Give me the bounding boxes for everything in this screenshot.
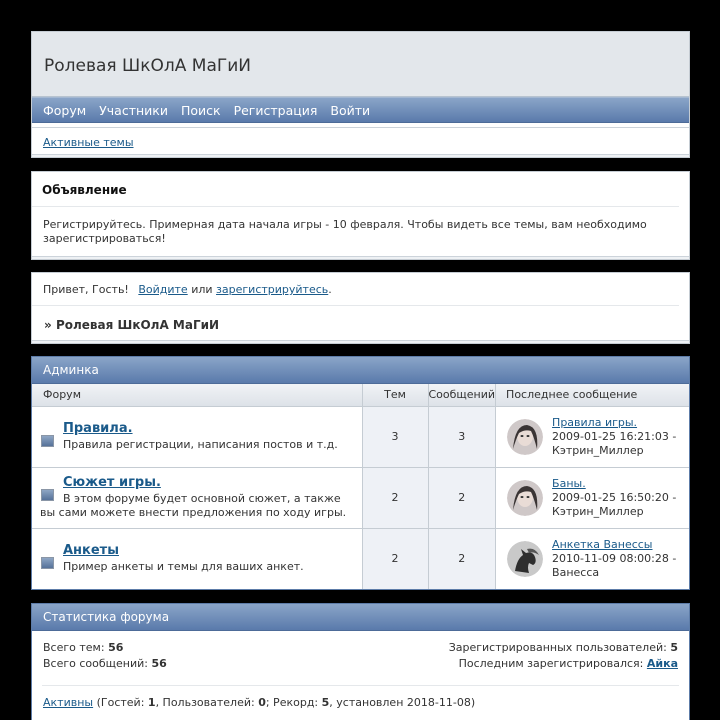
- nav-login[interactable]: Войти: [330, 103, 371, 118]
- stats-left: [43, 640, 167, 672]
- guests-value: 1: [147, 696, 156, 709]
- table-row: [32, 467, 689, 528]
- post-count: 2: [428, 528, 496, 589]
- active-topics-link[interactable]: Активные темы: [43, 136, 134, 149]
- last-post-date: 2009-01-25 16:21:03 -: [552, 429, 677, 443]
- registered-label: Зарегистрированных пользователей:: [448, 641, 667, 654]
- forum-table-header: [32, 384, 689, 406]
- forum-link-profiles[interactable]: Анкеты: [63, 543, 119, 559]
- forum-description: Пример анкеты и темы для ваших анкет.: [63, 560, 304, 574]
- users-value: 0: [258, 696, 266, 709]
- greeting-line: [32, 273, 679, 306]
- total-topics-label: Всего тем:: [43, 641, 105, 654]
- forum-folder-icon: [41, 435, 54, 447]
- last-registered-label: Последним зарегистрировался:: [458, 657, 644, 670]
- announcement-bottom-divider: [32, 256, 689, 259]
- nav-forum[interactable]: Форум: [43, 103, 87, 118]
- last-post-link[interactable]: Баны.: [552, 476, 586, 490]
- column-posts: Сообщений: [428, 384, 496, 406]
- forum-folder-icon: [41, 557, 54, 569]
- welcome-box: [31, 272, 690, 344]
- topic-count: 2: [362, 467, 428, 528]
- subnav: [32, 127, 689, 157]
- greeting-dot: .: [328, 283, 332, 296]
- last-post-cell: [496, 467, 689, 528]
- registered-value: 5: [670, 641, 678, 654]
- forum-table: [32, 384, 689, 589]
- last-post-user: Кэтрин_Миллер: [552, 443, 644, 457]
- record-date: , установлен 2018-11-08): [329, 696, 476, 709]
- last-registered-user-link[interactable]: Айка: [646, 657, 678, 670]
- announcement-text: Регистрируйтесь. Примерная дата начала игры - 10 февраля. Чтобы видеть все темы, вам необходимо зарегистрироваться!: [43, 218, 647, 245]
- forum-link-rules[interactable]: Правила.: [63, 421, 133, 436]
- or-text: или: [191, 283, 213, 296]
- column-topics: Тем: [362, 384, 428, 406]
- main-navbar: [32, 97, 689, 123]
- guests-label: (Гостей:: [96, 696, 145, 709]
- greeting-text: Привет, Гость!: [43, 283, 129, 296]
- announcement-heading: Объявление: [32, 172, 679, 207]
- active-users-line: [42, 685, 679, 719]
- site-header: [31, 31, 690, 158]
- stat-total-posts: [43, 656, 167, 672]
- nav-members[interactable]: Участники: [99, 103, 168, 118]
- forum-link-plot[interactable]: Сюжет игры.: [63, 475, 161, 490]
- last-post-date: 2010-11-09 08:00:28 -: [552, 551, 677, 565]
- category-admin: [31, 356, 690, 590]
- post-count: 3: [428, 406, 496, 467]
- nav-search[interactable]: Поиск: [180, 103, 221, 118]
- stat-registered: [449, 640, 678, 656]
- active-users-link[interactable]: Активны: [43, 696, 94, 709]
- breadcrumb-current: Ролевая ШкОлА МаГиИ: [55, 318, 220, 332]
- login-link[interactable]: Войдите: [138, 283, 188, 296]
- record-value: 5: [321, 696, 330, 709]
- last-post-user: Ванесса: [552, 565, 600, 579]
- last-post-cell: [496, 406, 689, 467]
- stat-last-registered: [449, 656, 678, 672]
- forum-folder-icon: [41, 489, 54, 501]
- last-post-cell: [496, 528, 689, 589]
- forum-description: В этом форуме будет основной сюжет, а также вы сами можете внести предложения по ходу игры.: [40, 492, 347, 519]
- total-posts-label: Всего сообщений:: [43, 657, 148, 670]
- topic-count: 3: [362, 406, 428, 467]
- record-label: ; Рекорд:: [265, 696, 319, 709]
- table-row: [32, 406, 689, 467]
- stats-right: [449, 640, 678, 672]
- breadcrumb: [32, 306, 689, 344]
- stats-title: Статистика форума: [32, 604, 689, 631]
- column-forum: Форум: [32, 384, 362, 406]
- users-label: , Пользователей:: [155, 696, 255, 709]
- welcome-bottom-divider: [32, 340, 689, 343]
- last-post-link[interactable]: Правила игры.: [552, 415, 638, 429]
- forum-cell: [32, 467, 362, 528]
- woman-avatar[interactable]: [507, 419, 543, 455]
- register-link[interactable]: зарегистрируйтесь: [216, 283, 329, 296]
- post-count: 2: [428, 467, 496, 528]
- announcement-box: [31, 171, 690, 260]
- forum-description: Правила регистрации, написания постов и т.д.: [63, 438, 338, 451]
- breadcrumb-prefix: »: [44, 318, 52, 332]
- forum-stats: [31, 603, 690, 720]
- last-post-user: Кэтрин_Миллер: [552, 504, 644, 518]
- total-topics-value: 56: [108, 641, 124, 654]
- header-bottom-divider: [32, 154, 689, 157]
- nav-register[interactable]: Регистрация: [233, 103, 318, 118]
- table-row: [32, 528, 689, 589]
- stats-rows: [32, 631, 689, 681]
- column-last-post: Последнее сообщение: [496, 384, 689, 406]
- total-posts-value: 56: [151, 657, 167, 670]
- last-post-link[interactable]: Анкетка Ванессы: [552, 537, 653, 551]
- forum-cell: [32, 528, 362, 589]
- horse-avatar[interactable]: [507, 541, 543, 577]
- forum-cell: [32, 406, 362, 467]
- topic-count: 2: [362, 528, 428, 589]
- stat-total-topics: [43, 640, 167, 656]
- category-title: Админка: [32, 357, 689, 384]
- woman-avatar[interactable]: [507, 480, 543, 516]
- site-title: Ролевая ШкОлА МаГиИ: [32, 32, 689, 97]
- last-post-date: 2009-01-25 16:50:20 -: [552, 490, 677, 504]
